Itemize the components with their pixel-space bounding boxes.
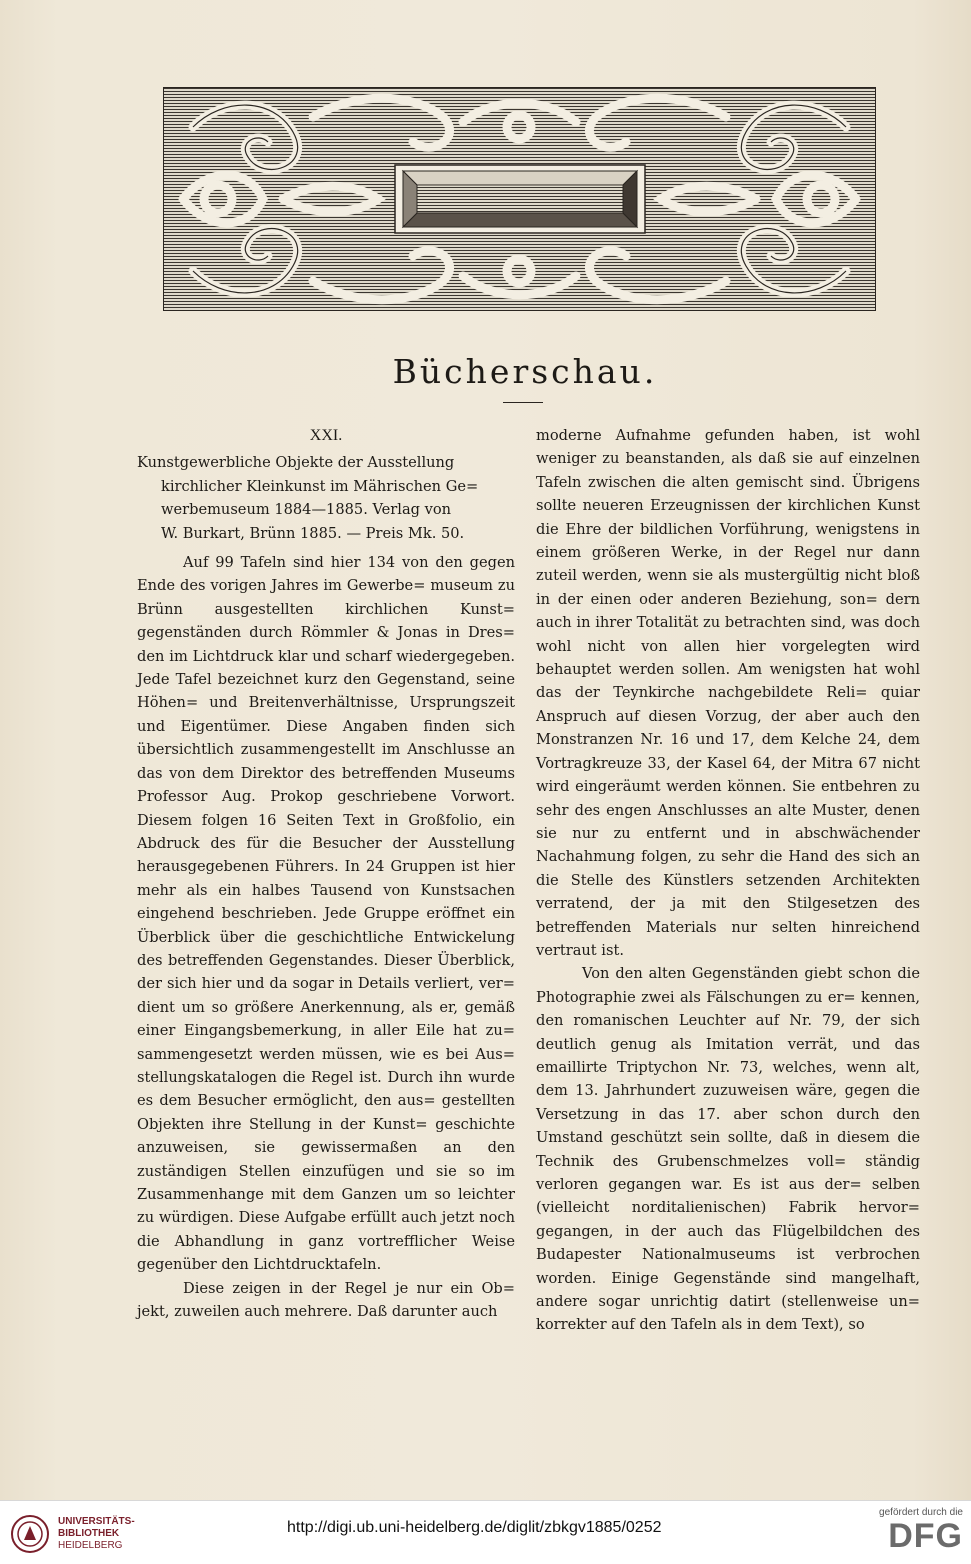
book-reference-line-1: Kunstgewerbliche Objekte der Ausstellung [137,454,455,472]
page-title: Bücherschau. [392,352,658,391]
digitization-footer [0,1500,971,1564]
title-divider [503,402,543,403]
funding-text: gefördert durch die [879,1507,963,1518]
university-seal-icon [10,1514,50,1554]
book-reference [137,451,515,545]
right-paragraph-1: moderne Aufnahme gefunden haben, ist wohl weniger zu beanstanden, als daß sie auf einzelnen Tafeln zwischen die alten gemischt sind. Übrigens sollte neueren Erzeugnissen der kirchlichen Kunst die Ehre der bildlichen Vorführung, wenigstens in einem größeren Werke, in der Regel nur dann zuteil werden, wenn sie als mustergültig nicht bloß in der einen oder anderen Beziehung, son= dern auch in ihrer Totalität zu betrachten sind, was doch wohl nicht von allen hier vorgelegten wird behauptet werden sollen. Am wenigsten hat wohl das der Teynkirche nachgebildete Reli= quiar Anspruch auf diesen Vorzug, der aber auch den Monstranzen Nr. 16 und 17, dem Kelche 24, dem Vortragkreuze 33, der Kasel 64, der Mitra 67 nicht wird eingeräumt werden können. Sie entbehren zu sehr des engen Anschlusses an alte Muster, denen sie nur zu entfernt und in abschwächender Nachahmung folgen, zu sehr die Hand des sich an die Stelle des Künstlers setzenden Architekten verratend, der ja mit den Stilgesetzen des betreffenden Materials nur selten hinreichend vertraut ist. [536,427,920,959]
library-name-line-1: UNIVERSITÄTS- [58,1516,135,1527]
left-paragraph-1: Auf 99 Tafeln sind hier 134 von den gegen Ende des vorigen Jahres im Gewerbe= museum zu Brünn ausgestellten kirchlichen Kunst= gegenständen durch Römmler & Jonas in Dres= den im Lichtdruck klar und scharf wiedergegeben. Jede Tafel bezeichnet kurz den Gegenstand, seine Höhen= und Breitenverhältnisse, Ursprungszeit und Eigentümer. Diese Angaben finden sich übersichtlich zusammengestellt im Anschlusse an das von dem Direktor des betreffenden Museums Professor Aug. Prokop geschriebene Vorwort. Diesem folgen 16 Seiten Text in Großfolio, ein Abdruck des für die Besucher der Ausstellung herausgegebenen Führers. In 24 Gruppen ist hier mehr als ein halbes Tausend von Kunstsachen eingehend beschrieben. Jede Gruppe eröffnet ein Überblick über die geschichtliche Entwickelung des betreffenden Gegenstandes. Dieser Überblick, der sich hier und da sogar in Details verliert, ver= dient um so größere Anerkennung, als er, gemäß einer Eingangsbemerkung, in aller Eile hat zu= sammengesetzt werden müssen, wie es bei Aus= stellungskatalogen die Regel ist. Durch ihn wurde es dem Besucher ermöglicht, den aus= gestellten Objekten ihre Stellung in der Kunst= geschichte anzuweisen, sie gewissermaßen an den zuständigen Stellen einzufügen und sie so im Zusammenhange mit dem Ganzen um so leichter zu würdigen. Diese Aufgabe erfüllt auch jetzt noch die Abhandlung in ganz vortrefflicher Weise gegenüber den Lichtdrucktafeln. [137,554,515,1274]
left-column [137,424,515,1323]
library-name-line-3: HEIDELBERG [58,1540,123,1551]
library-name [58,1516,135,1552]
right-paragraph-2: Von den alten Gegenständen giebt schon die Photographie zwei als Fälschungen zu er= kennen, den romanischen Leuchter auf Nr. 79, der sich deutlich genug als Imitation verrät, und das emaillirte Triptychon Nr. 73, welches, wenn alt, dem 13. Jahrhundert zuzuweisen wäre, gegen die Versetzung in das 17. aber schon durch den Umstand geschützt sein sollte, daß in diesem die Technik des Grubenschmelzes voll= ständig verloren gegangen war. Es ist aus der= selben (vielleicht norditalienischen) Fabrik hervor= gegangen, in der auch das Flügelbildchen des Budapester Nationalmuseums ist verbrochen worden. Einige Gegenstände sind mangelhaft, andere sogar unrichtig datirt (stellenweise un= korrekter auf den Tafeln als in dem Text), so [536,965,920,1334]
dfg-logo-text: DFG [888,1517,963,1555]
book-reference-line-4: W. Burkart, Brünn 1885. — Preis Mk. 50. [161,524,465,542]
dfg-funding-logo[interactable] [848,1507,963,1561]
source-url-link[interactable]: http://digi.ub.uni-heidelberg.de/diglit/zbkgv1885/0252 [287,1519,662,1536]
ornamental-header-vignette [163,87,876,311]
university-library-logo[interactable] [10,1510,160,1556]
book-reference-line-3: werbemuseum 1884—1885. Verlag von [161,501,452,519]
left-paragraph-2: Diese zeigen in der Regel je nur ein Ob= jekt, zuweilen auch mehrere. Daß darunter auch [137,1279,515,1321]
book-reference-line-2: kirchlicher Kleinkunst im Mährischen Ge= [161,477,479,495]
library-name-line-2: BIBLIOTHEK [58,1528,120,1539]
section-number: XXI. [309,427,343,444]
right-column [536,424,920,1337]
